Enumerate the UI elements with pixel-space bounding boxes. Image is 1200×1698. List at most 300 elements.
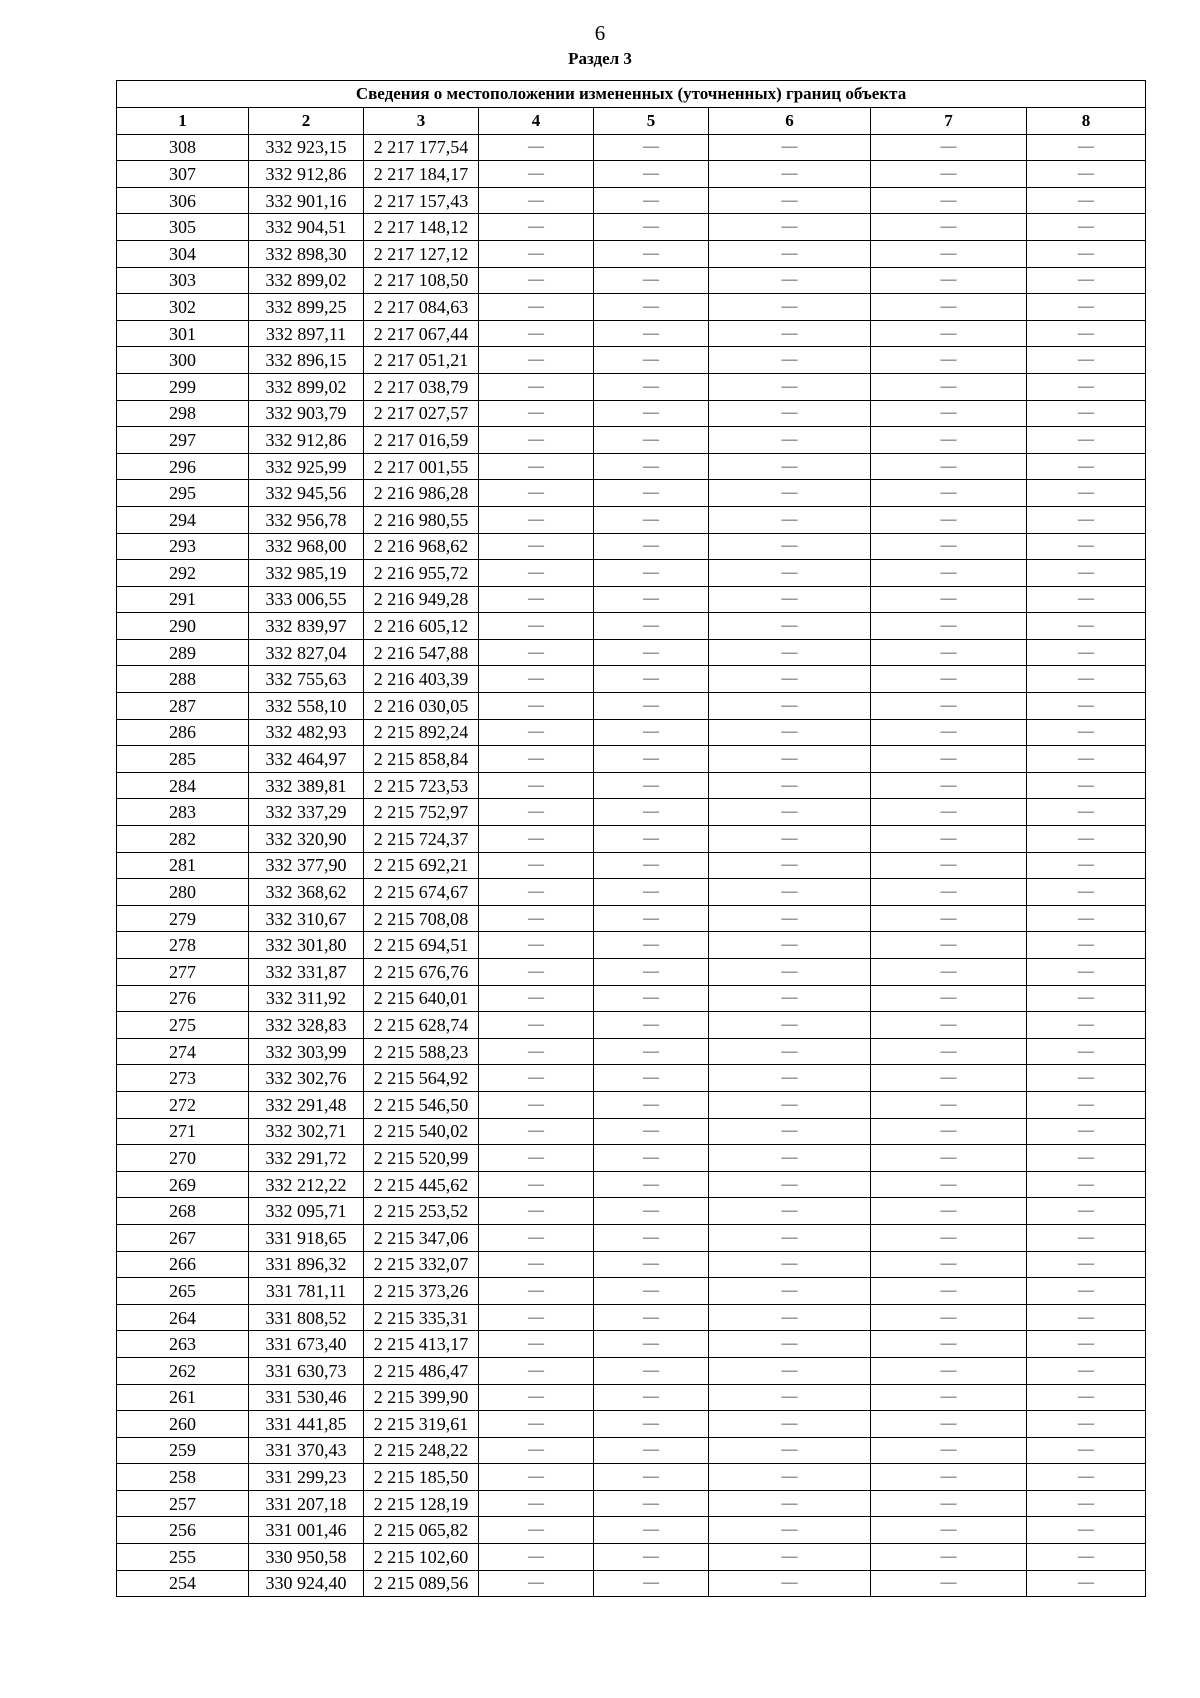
table-row: [117, 719, 1146, 746]
table-row: [117, 772, 1146, 799]
empty-value-dash: —: [871, 453, 1027, 480]
table-row: [117, 1198, 1146, 1225]
empty-value-dash: —: [1027, 1490, 1146, 1517]
empty-value-dash: —: [594, 1437, 709, 1464]
empty-value-dash: —: [709, 746, 871, 773]
empty-value-dash: —: [1027, 533, 1146, 560]
empty-value-dash: —: [479, 985, 594, 1012]
table-row: [117, 1171, 1146, 1198]
y-coordinate-cell: 2 216 605,12: [364, 613, 479, 640]
empty-value-dash: —: [709, 373, 871, 400]
point-number-cell: 273: [117, 1065, 249, 1092]
empty-value-dash: —: [594, 320, 709, 347]
x-coordinate-cell: 332 912,86: [249, 427, 364, 454]
empty-value-dash: —: [1027, 453, 1146, 480]
column-header: 7: [871, 108, 1027, 135]
x-coordinate-cell: 331 808,52: [249, 1304, 364, 1331]
empty-value-dash: —: [594, 799, 709, 826]
table-row: [117, 134, 1146, 161]
empty-value-dash: —: [479, 560, 594, 587]
empty-value-dash: —: [594, 1038, 709, 1065]
empty-value-dash: —: [594, 1224, 709, 1251]
x-coordinate-cell: 331 370,43: [249, 1437, 364, 1464]
table-row: [117, 905, 1146, 932]
empty-value-dash: —: [479, 1411, 594, 1438]
empty-value-dash: —: [479, 1384, 594, 1411]
empty-value-dash: —: [1027, 613, 1146, 640]
y-coordinate-cell: 2 215 540,02: [364, 1118, 479, 1145]
column-header: 3: [364, 108, 479, 135]
table-row: [117, 1437, 1146, 1464]
empty-value-dash: —: [1027, 666, 1146, 693]
y-coordinate-cell: 2 215 248,22: [364, 1437, 479, 1464]
empty-value-dash: —: [871, 480, 1027, 507]
x-coordinate-cell: 332 303,99: [249, 1038, 364, 1065]
empty-value-dash: —: [1027, 905, 1146, 932]
empty-value-dash: —: [871, 799, 1027, 826]
empty-value-dash: —: [1027, 1198, 1146, 1225]
y-coordinate-cell: 2 217 016,59: [364, 427, 479, 454]
table-row: [117, 985, 1146, 1012]
y-coordinate-cell: 2 217 067,44: [364, 320, 479, 347]
page-number: 6: [594, 21, 606, 45]
point-number-cell: 275: [117, 1012, 249, 1039]
empty-value-dash: —: [594, 134, 709, 161]
empty-value-dash: —: [479, 187, 594, 214]
empty-value-dash: —: [479, 693, 594, 720]
empty-value-dash: —: [594, 294, 709, 321]
empty-value-dash: —: [709, 214, 871, 241]
empty-value-dash: —: [709, 1464, 871, 1491]
table-row: [117, 799, 1146, 826]
y-coordinate-cell: 2 216 547,88: [364, 639, 479, 666]
table-row: [117, 320, 1146, 347]
x-coordinate-cell: 332 901,16: [249, 187, 364, 214]
table-row: [117, 1570, 1146, 1597]
empty-value-dash: —: [479, 959, 594, 986]
empty-value-dash: —: [594, 1118, 709, 1145]
empty-value-dash: —: [479, 586, 594, 613]
y-coordinate-cell: 2 217 157,43: [364, 187, 479, 214]
x-coordinate-cell: 332 899,25: [249, 294, 364, 321]
x-coordinate-cell: 332 320,90: [249, 826, 364, 853]
table-row: [117, 1464, 1146, 1491]
empty-value-dash: —: [594, 1517, 709, 1544]
table-row: [117, 1411, 1146, 1438]
empty-value-dash: —: [871, 1224, 1027, 1251]
empty-value-dash: —: [479, 1437, 594, 1464]
empty-value-dash: —: [479, 719, 594, 746]
empty-value-dash: —: [594, 639, 709, 666]
empty-value-dash: —: [594, 613, 709, 640]
empty-value-dash: —: [479, 240, 594, 267]
empty-value-dash: —: [594, 373, 709, 400]
empty-value-dash: —: [479, 905, 594, 932]
empty-value-dash: —: [1027, 427, 1146, 454]
empty-value-dash: —: [871, 1198, 1027, 1225]
x-coordinate-cell: 331 001,46: [249, 1517, 364, 1544]
empty-value-dash: —: [1027, 187, 1146, 214]
point-number-cell: 297: [117, 427, 249, 454]
empty-value-dash: —: [1027, 1171, 1146, 1198]
empty-value-dash: —: [594, 746, 709, 773]
point-number-cell: 307: [117, 161, 249, 188]
empty-value-dash: —: [709, 267, 871, 294]
empty-value-dash: —: [709, 693, 871, 720]
table-row: [117, 639, 1146, 666]
empty-value-dash: —: [479, 214, 594, 241]
empty-value-dash: —: [594, 1357, 709, 1384]
empty-value-dash: —: [709, 320, 871, 347]
empty-value-dash: —: [479, 1331, 594, 1358]
point-number-cell: 288: [117, 666, 249, 693]
point-number-cell: 295: [117, 480, 249, 507]
empty-value-dash: —: [479, 1544, 594, 1571]
empty-value-dash: —: [871, 1118, 1027, 1145]
empty-value-dash: —: [709, 959, 871, 986]
empty-value-dash: —: [871, 905, 1027, 932]
y-coordinate-cell: 2 215 185,50: [364, 1464, 479, 1491]
empty-value-dash: —: [594, 666, 709, 693]
point-number-cell: 266: [117, 1251, 249, 1278]
empty-value-dash: —: [594, 1091, 709, 1118]
empty-value-dash: —: [479, 1490, 594, 1517]
x-coordinate-cell: 332 291,72: [249, 1145, 364, 1172]
empty-value-dash: —: [479, 1145, 594, 1172]
empty-value-dash: —: [871, 1012, 1027, 1039]
empty-value-dash: —: [1027, 1304, 1146, 1331]
empty-value-dash: —: [709, 1145, 871, 1172]
empty-value-dash: —: [479, 852, 594, 879]
point-number-cell: 279: [117, 905, 249, 932]
y-coordinate-cell: 2 217 177,54: [364, 134, 479, 161]
x-coordinate-cell: 331 630,73: [249, 1357, 364, 1384]
y-coordinate-cell: 2 216 403,39: [364, 666, 479, 693]
empty-value-dash: —: [709, 1118, 871, 1145]
y-coordinate-cell: 2 217 108,50: [364, 267, 479, 294]
empty-value-dash: —: [871, 1251, 1027, 1278]
empty-value-dash: —: [871, 693, 1027, 720]
y-coordinate-cell: 2 215 564,92: [364, 1065, 479, 1092]
empty-value-dash: —: [1027, 1145, 1146, 1172]
table-row: [117, 1278, 1146, 1305]
point-number-cell: 277: [117, 959, 249, 986]
empty-value-dash: —: [1027, 1012, 1146, 1039]
empty-value-dash: —: [479, 879, 594, 906]
x-coordinate-cell: 332 389,81: [249, 772, 364, 799]
empty-value-dash: —: [709, 1357, 871, 1384]
y-coordinate-cell: 2 215 723,53: [364, 772, 479, 799]
empty-value-dash: —: [594, 1251, 709, 1278]
point-number-cell: 299: [117, 373, 249, 400]
table-row: [117, 1357, 1146, 1384]
empty-value-dash: —: [479, 666, 594, 693]
empty-value-dash: —: [871, 134, 1027, 161]
empty-value-dash: —: [479, 294, 594, 321]
y-coordinate-cell: 2 215 546,50: [364, 1091, 479, 1118]
empty-value-dash: —: [871, 879, 1027, 906]
table-row: [117, 294, 1146, 321]
y-coordinate-cell: 2 215 640,01: [364, 985, 479, 1012]
empty-value-dash: —: [1027, 1278, 1146, 1305]
x-coordinate-cell: 332 337,29: [249, 799, 364, 826]
empty-value-dash: —: [594, 826, 709, 853]
y-coordinate-cell: 2 215 347,06: [364, 1224, 479, 1251]
empty-value-dash: —: [1027, 985, 1146, 1012]
empty-value-dash: —: [594, 1198, 709, 1225]
empty-value-dash: —: [871, 214, 1027, 241]
empty-value-dash: —: [1027, 267, 1146, 294]
empty-value-dash: —: [594, 1145, 709, 1172]
y-coordinate-cell: 2 215 445,62: [364, 1171, 479, 1198]
table-row: [117, 1544, 1146, 1571]
y-coordinate-cell: 2 215 253,52: [364, 1198, 479, 1225]
x-coordinate-cell: 332 899,02: [249, 373, 364, 400]
point-number-cell: 271: [117, 1118, 249, 1145]
empty-value-dash: —: [709, 719, 871, 746]
point-number-cell: 261: [117, 1384, 249, 1411]
y-coordinate-cell: 2 217 001,55: [364, 453, 479, 480]
y-coordinate-cell: 2 216 986,28: [364, 480, 479, 507]
empty-value-dash: —: [594, 267, 709, 294]
empty-value-dash: —: [871, 586, 1027, 613]
empty-value-dash: —: [871, 666, 1027, 693]
empty-value-dash: —: [594, 985, 709, 1012]
table-row: [117, 480, 1146, 507]
empty-value-dash: —: [1027, 1331, 1146, 1358]
x-coordinate-cell: 332 945,56: [249, 480, 364, 507]
point-number-cell: 298: [117, 400, 249, 427]
empty-value-dash: —: [871, 1411, 1027, 1438]
point-number-cell: 269: [117, 1171, 249, 1198]
empty-value-dash: —: [871, 320, 1027, 347]
empty-value-dash: —: [479, 1038, 594, 1065]
table-row: [117, 1224, 1146, 1251]
empty-value-dash: —: [709, 1065, 871, 1092]
x-coordinate-cell: 331 918,65: [249, 1224, 364, 1251]
table-row: [117, 1012, 1146, 1039]
empty-value-dash: —: [871, 1171, 1027, 1198]
empty-value-dash: —: [479, 826, 594, 853]
empty-value-dash: —: [1027, 1411, 1146, 1438]
empty-value-dash: —: [594, 427, 709, 454]
table-row: [117, 187, 1146, 214]
empty-value-dash: —: [594, 1384, 709, 1411]
x-coordinate-cell: 331 299,23: [249, 1464, 364, 1491]
x-coordinate-cell: 333 006,55: [249, 586, 364, 613]
y-coordinate-cell: 2 215 692,21: [364, 852, 479, 879]
y-coordinate-cell: 2 216 949,28: [364, 586, 479, 613]
empty-value-dash: —: [594, 240, 709, 267]
table-row: [117, 533, 1146, 560]
empty-value-dash: —: [1027, 161, 1146, 188]
y-coordinate-cell: 2 216 955,72: [364, 560, 479, 587]
x-coordinate-cell: 332 896,15: [249, 347, 364, 374]
empty-value-dash: —: [871, 826, 1027, 853]
empty-value-dash: —: [871, 1544, 1027, 1571]
table-row: [117, 1091, 1146, 1118]
empty-value-dash: —: [479, 1198, 594, 1225]
y-coordinate-cell: 2 217 127,12: [364, 240, 479, 267]
empty-value-dash: —: [594, 1171, 709, 1198]
empty-value-dash: —: [479, 1570, 594, 1597]
point-number-cell: 289: [117, 639, 249, 666]
column-header: 2: [249, 108, 364, 135]
point-number-cell: 285: [117, 746, 249, 773]
empty-value-dash: —: [1027, 1091, 1146, 1118]
y-coordinate-cell: 2 215 399,90: [364, 1384, 479, 1411]
table-row: [117, 214, 1146, 241]
point-number-cell: 284: [117, 772, 249, 799]
empty-value-dash: —: [479, 1171, 594, 1198]
empty-value-dash: —: [709, 1038, 871, 1065]
x-coordinate-cell: 332 912,86: [249, 161, 364, 188]
x-coordinate-cell: 331 441,85: [249, 1411, 364, 1438]
y-coordinate-cell: 2 215 674,67: [364, 879, 479, 906]
point-number-cell: 272: [117, 1091, 249, 1118]
x-coordinate-cell: 330 924,40: [249, 1570, 364, 1597]
empty-value-dash: —: [709, 985, 871, 1012]
table-row: [117, 1118, 1146, 1145]
table-row: [117, 586, 1146, 613]
empty-value-dash: —: [1027, 134, 1146, 161]
point-number-cell: 265: [117, 1278, 249, 1305]
table-row: [117, 347, 1146, 374]
empty-value-dash: —: [594, 772, 709, 799]
empty-value-dash: —: [594, 1411, 709, 1438]
y-coordinate-cell: 2 215 413,17: [364, 1331, 479, 1358]
column-header: 4: [479, 108, 594, 135]
table-row: [117, 240, 1146, 267]
x-coordinate-cell: 332 985,19: [249, 560, 364, 587]
empty-value-dash: —: [594, 214, 709, 241]
empty-value-dash: —: [479, 134, 594, 161]
y-coordinate-cell: 2 215 335,31: [364, 1304, 479, 1331]
y-coordinate-cell: 2 215 520,99: [364, 1145, 479, 1172]
y-coordinate-cell: 2 215 319,61: [364, 1411, 479, 1438]
column-header: 6: [709, 108, 871, 135]
empty-value-dash: —: [479, 1251, 594, 1278]
empty-value-dash: —: [479, 427, 594, 454]
empty-value-dash: —: [709, 772, 871, 799]
empty-value-dash: —: [871, 347, 1027, 374]
empty-value-dash: —: [871, 1570, 1027, 1597]
empty-value-dash: —: [594, 932, 709, 959]
empty-value-dash: —: [594, 586, 709, 613]
empty-value-dash: —: [479, 161, 594, 188]
y-coordinate-cell: 2 215 065,82: [364, 1517, 479, 1544]
table-row: [117, 453, 1146, 480]
empty-value-dash: —: [594, 719, 709, 746]
empty-value-dash: —: [479, 453, 594, 480]
empty-value-dash: —: [871, 240, 1027, 267]
point-number-cell: 281: [117, 852, 249, 879]
table-row: [117, 1331, 1146, 1358]
empty-value-dash: —: [594, 1544, 709, 1571]
empty-value-dash: —: [709, 1198, 871, 1225]
empty-value-dash: —: [871, 852, 1027, 879]
empty-value-dash: —: [1027, 879, 1146, 906]
empty-value-dash: —: [709, 1437, 871, 1464]
empty-value-dash: —: [1027, 1357, 1146, 1384]
empty-value-dash: —: [871, 1437, 1027, 1464]
x-coordinate-cell: 330 950,58: [249, 1544, 364, 1571]
table-row: [117, 373, 1146, 400]
empty-value-dash: —: [871, 1490, 1027, 1517]
empty-value-dash: —: [709, 506, 871, 533]
empty-value-dash: —: [1027, 1038, 1146, 1065]
table-row: [117, 267, 1146, 294]
empty-value-dash: —: [594, 1012, 709, 1039]
empty-value-dash: —: [871, 1091, 1027, 1118]
empty-value-dash: —: [709, 533, 871, 560]
empty-value-dash: —: [709, 347, 871, 374]
empty-value-dash: —: [479, 1278, 594, 1305]
empty-value-dash: —: [594, 187, 709, 214]
empty-value-dash: —: [594, 879, 709, 906]
table-row: [117, 506, 1146, 533]
empty-value-dash: —: [709, 1384, 871, 1411]
point-number-cell: 301: [117, 320, 249, 347]
empty-value-dash: —: [709, 1171, 871, 1198]
empty-value-dash: —: [709, 586, 871, 613]
point-number-cell: 257: [117, 1490, 249, 1517]
empty-value-dash: —: [709, 852, 871, 879]
empty-value-dash: —: [594, 693, 709, 720]
empty-value-dash: —: [479, 400, 594, 427]
y-coordinate-cell: 2 217 184,17: [364, 161, 479, 188]
empty-value-dash: —: [1027, 373, 1146, 400]
y-coordinate-cell: 2 217 027,57: [364, 400, 479, 427]
empty-value-dash: —: [871, 1304, 1027, 1331]
x-coordinate-cell: 332 377,90: [249, 852, 364, 879]
y-coordinate-cell: 2 216 030,05: [364, 693, 479, 720]
empty-value-dash: —: [871, 400, 1027, 427]
column-header: 5: [594, 108, 709, 135]
empty-value-dash: —: [1027, 560, 1146, 587]
table-row: [117, 959, 1146, 986]
empty-value-dash: —: [479, 480, 594, 507]
table-caption: Сведения о местоположении измененных (уточненных) границ объекта: [117, 81, 1146, 108]
empty-value-dash: —: [709, 826, 871, 853]
x-coordinate-cell: 332 904,51: [249, 214, 364, 241]
x-coordinate-cell: 332 482,93: [249, 719, 364, 746]
table-body: [117, 134, 1146, 1597]
empty-value-dash: —: [709, 1570, 871, 1597]
x-coordinate-cell: 332 755,63: [249, 666, 364, 693]
y-coordinate-cell: 2 215 486,47: [364, 1357, 479, 1384]
empty-value-dash: —: [871, 506, 1027, 533]
empty-value-dash: —: [1027, 506, 1146, 533]
empty-value-dash: —: [479, 1065, 594, 1092]
point-number-cell: 274: [117, 1038, 249, 1065]
empty-value-dash: —: [594, 1065, 709, 1092]
point-number-cell: 256: [117, 1517, 249, 1544]
table-row: [117, 746, 1146, 773]
empty-value-dash: —: [1027, 214, 1146, 241]
empty-value-dash: —: [871, 533, 1027, 560]
empty-value-dash: —: [871, 560, 1027, 587]
y-coordinate-cell: 2 215 332,07: [364, 1251, 479, 1278]
empty-value-dash: —: [479, 267, 594, 294]
empty-value-dash: —: [709, 1544, 871, 1571]
empty-value-dash: —: [1027, 799, 1146, 826]
empty-value-dash: —: [594, 959, 709, 986]
empty-value-dash: —: [709, 294, 871, 321]
empty-value-dash: —: [871, 639, 1027, 666]
empty-value-dash: —: [594, 400, 709, 427]
empty-value-dash: —: [871, 985, 1027, 1012]
